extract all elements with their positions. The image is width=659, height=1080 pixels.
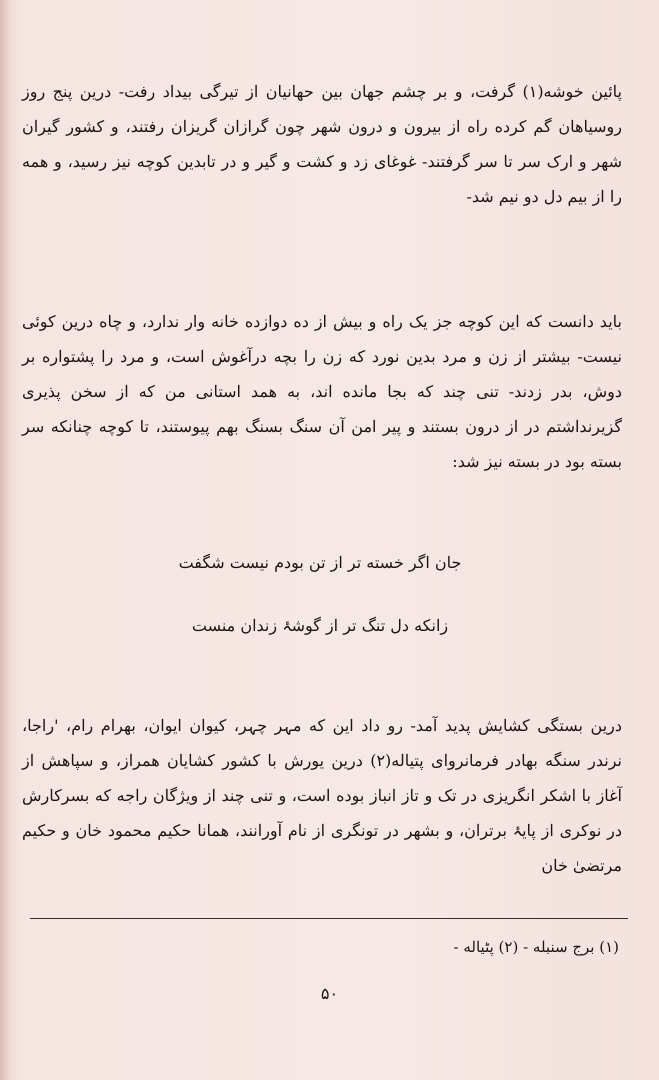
verse-line-1: جان اگر خسته تر از تن بودم نیست شگفت: [178, 553, 462, 572]
paragraph-2: [22, 304, 622, 479]
verse-line-2: زانکه دل تنگ تر از گوشۂ زندان منست: [191, 616, 449, 635]
page-number: ۵۰: [320, 984, 339, 1003]
paragraph-1-text: پائین خوشه(۱) گرفت، و بر چشم جهان بین حهانیان از تیرگی بیداد رفت- درین پنج روز روسیاهان گم کرده راه از بیرون و درون شهر چون گرازان گریزان رفتند، و کشور گیران شهر و ارک سر تا سر گرفتند- غوغای زد و کشت و گیر و در تابدین کوچه نیز رسید، و همه را از بیم دل دو نیم شد-: [22, 82, 623, 206]
paragraph-1: [22, 74, 622, 214]
footnote-divider: [30, 918, 628, 919]
paragraph-3: [22, 708, 622, 883]
paragraph-2-text: باید دانست که این کوچه جز یک راه و بیش از ده دوازده خانه وار ندارد، و چاه درین کوئی نیست- بیشتر از زن و مرد بدین نورد که زن را بچه درآغوش است، و مرد را پشتواره بر دوش، بدر زدند- تنی چند که بجا مانده اند، به همد استانی من که از سخن پذیری گزیرنداشتم در از درون بستند و پیر امن آن سنگ بسنگ بهم پیوستند، تا کوچه چنانکه سر بسته بود در بسته نیز شد:: [22, 312, 622, 471]
page-spine-shadow: [0, 0, 10, 1080]
paragraph-3-text: درین بستگی کشایش پدید آمد- رو داد این که مہر چہر، کیوان ایوان، بهرام رام، 'راجا، نرندر سنگه بهادر فرمانروای پتیاله(۲) درین یورش با کشور کشایان همراز، و سپاهش از آغاز با اشکر انگریزی در تک و تاز انباز بوده است، و تنی چند از ویژگان راجه که بسرکارش در نوکری از پایۂ برتران، و بشهر در تونگری از نام آورانند، همانا حکیم محمود خان و حکیم مرتضیٰ خان: [22, 716, 622, 875]
footnote: (۱) برج سنبله - (۲) پٹیاله -: [453, 938, 619, 956]
